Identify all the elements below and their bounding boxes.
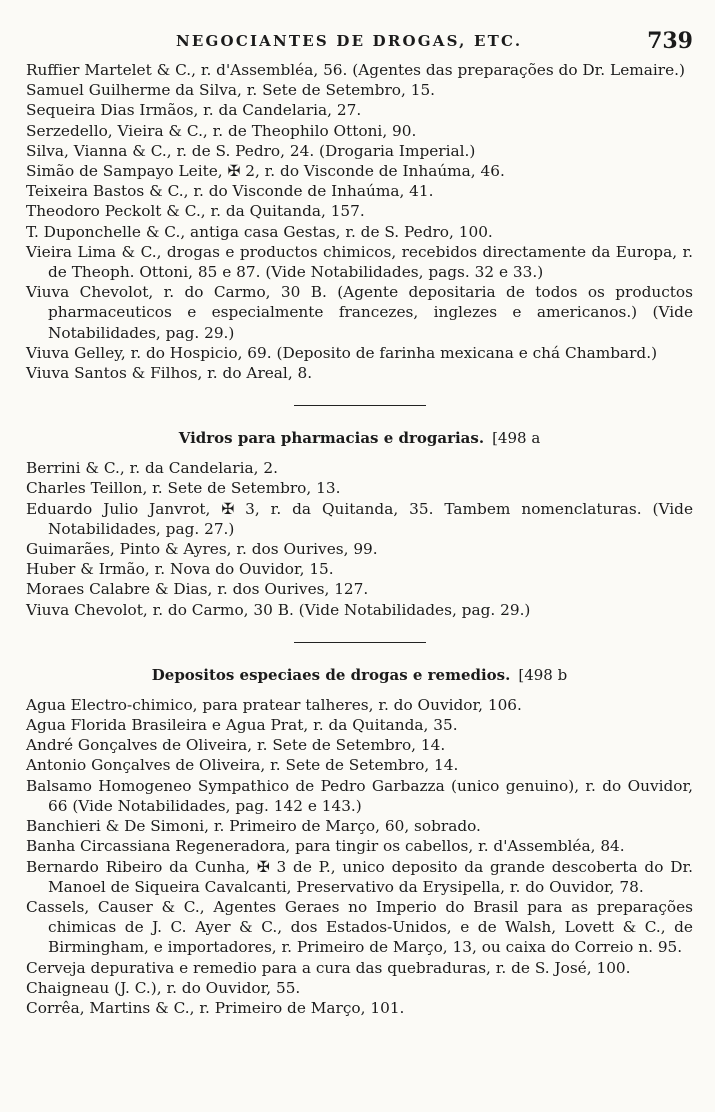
section-code: [498 a [492, 429, 541, 448]
list-item: Ruffier Martelet & C., r. d'Assembléa, 56. (Agentes das preparações do Dr. Lemaire.) [26, 61, 685, 79]
section-heading-vidros [26, 428, 693, 448]
list-item: Viuva Santos & Filhos, r. do Areal, 8. [26, 364, 313, 383]
section-vidros [26, 458, 693, 620]
list-item: Guimarães, Pinto & Ayres, r. dos Ourives, 99. [26, 540, 378, 559]
list-item: Samuel Guilherme da Silva, r. Sete de Setembro, 15. [26, 81, 436, 100]
list-item: Banchieri & De Simoni, r. Primeiro de Março, 60, sobrado. [26, 817, 481, 836]
list-item: Charles Teillon, r. Sete de Setembro, 13. [26, 479, 341, 498]
page-header [26, 0, 693, 60]
list-item: Banha Circassiana Regeneradora, para tingir os cabellos, r. d'Assembléa, 84. [26, 837, 625, 856]
section-divider [294, 642, 426, 643]
list-item: Cerveja depurativa e remedio para a cura das quebraduras, r. de S. José, 100. [26, 958, 631, 977]
list-item: Agua Electro-chimico, para pratear talheres, r. do Ouvidor, 106. [26, 695, 522, 714]
list-item: Bernardo Ribeiro da Cunha, ✠ 3 de P., unico deposito da grande descoberta do Dr. Manoel de Siqueira Cavalcanti, Preservativo da Erysipella, r. do Ouvidor, 78. [26, 857, 693, 896]
list-item: Viuva Chevolot, r. do Carmo, 30 B. (Agente depositaria de todos os productos pharmaceuticos e especialmente francezes, inglezes e americanos.) (Vide Notabilidades, pag. 29.) [26, 283, 693, 342]
section-depositos [26, 695, 693, 1018]
list-item: Antonio Gonçalves de Oliveira, r. Sete de Setembro, 14. [26, 756, 459, 775]
list-item: Huber & Irmão, r. Nova do Ouvidor, 15. [26, 560, 334, 579]
running-head: NEGOCIANTES DE DROGAS, ETC. [176, 32, 523, 50]
list-item: Serzedello, Vieira & C., r. de Theophilo Ottoni, 90. [26, 121, 417, 140]
list-item: Silva, Vianna & C., r. de S. Pedro, 24. (Drogaria Imperial.) [26, 141, 476, 160]
section-drug-merchants [26, 60, 693, 383]
list-item: Viuva Gelley, r. do Hospicio, 69. (Deposito de farinha mexicana e chá Chambard.) [26, 343, 658, 362]
list-item: Vieira Lima & C., drogas e productos chimicos, recebidos directamente da Europa, r. de Theoph. Ottoni, 85 e 87. (Vide Notabilidades, pags. 32 e 33.) [26, 242, 693, 282]
section-code: [498 b [518, 665, 568, 684]
section-divider [294, 405, 426, 406]
section-heading-depositos [26, 665, 693, 685]
list-item: Chaigneau (J. C.), r. do Ouvidor, 55. [26, 978, 301, 997]
list-item: Berrini & C., r. da Candelaria, 2. [26, 459, 278, 478]
list-item: Theodoro Peckolt & C., r. da Quitanda, 157. [26, 202, 365, 221]
list-item: Cassels, Causer & C., Agentes Geraes no Imperio do Brasil para as preparações chimicas de J. C. Ayer & C., dos Estados-Unidos, e de Walsh, Lovett & C., de Birmingham, e importadores, r. Primeiro de Março, 13, ou caixa do Correio n. 95. [26, 897, 693, 957]
list-item: Agua Florida Brasileira e Agua Prat, r. da Quitanda, 35. [26, 716, 458, 735]
list-item: Simão de Sampayo Leite, ✠ 2, r. do Visconde de Inhaúma, 46. [26, 162, 505, 181]
page-number: 739 [647, 28, 693, 54]
list-item: Moraes Calabre & Dias, r. dos Ourives, 127. [26, 580, 369, 599]
list-item: Teixeira Bastos & C., r. do Visconde de Inhaúma, 41. [26, 182, 434, 201]
section-title: Depositos especiaes de drogas e remedios. [151, 665, 511, 684]
list-item: Corrêa, Martins & C., r. Primeiro de Março, 101. [26, 998, 405, 1017]
list-item: Balsamo Homogeneo Sympathico de Pedro Garbazza (unico genuino), r. do Ouvidor, 66 (Vide Notabilidades, pag. 142 e 143.) [26, 776, 693, 815]
section-title: Vidros para pharmacias e drogarias. [178, 429, 485, 448]
list-item: Eduardo Julio Janvrot, ✠ 3, r. da Quitanda, 35. Tambem nomenclaturas. (Vide Notabilidades, pag. 27.) [26, 499, 693, 538]
list-item: Viuva Chevolot, r. do Carmo, 30 B. (Vide Notabilidades, pag. 29.) [26, 600, 531, 619]
list-item: T. Duponchelle & C., antiga casa Gestas, r. de S. Pedro, 100. [26, 222, 493, 241]
list-item: André Gonçalves de Oliveira, r. Sete de Setembro, 14. [26, 736, 446, 755]
list-item: Sequeira Dias Irmãos, r. da Candelaria, 27. [26, 101, 362, 120]
